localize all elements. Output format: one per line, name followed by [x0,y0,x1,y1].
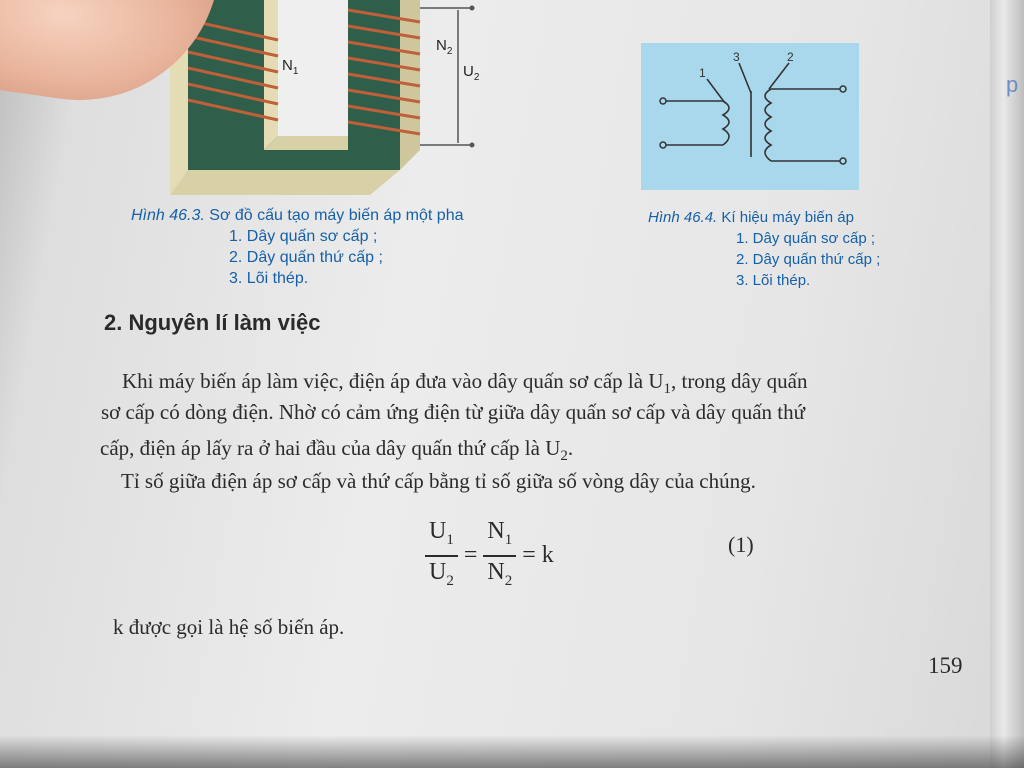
caption-title: Hình 46.4. [648,209,718,226]
paragraph-line: cấp, điện áp lấy ra ở hai đầu của dây quấn thứ cấp là $U_2$. [100,436,574,465]
caption-text: Kí hiệu máy biến áp [721,209,854,226]
caption-item: 3. Lõi thép. [229,270,309,287]
caption-text: Sơ đồ cấu tạo máy biến áp một pha [209,207,464,224]
caption-title: Hình 46.3. [131,207,205,224]
label-1: 1 [699,66,706,80]
u2-label: $U_2$ [463,63,480,83]
voltage-fraction: $\frac{U_1}{U_2}$ [425,516,458,596]
caption-item: 3. Lõi thép. [736,272,811,289]
transformer-illustration [170,0,490,200]
label-2: 2 [787,50,794,64]
page-number: 159 [928,653,963,678]
transformer-symbol-diagram [641,43,859,190]
label-3: 3 [733,50,740,64]
next-page-edge [990,0,1024,768]
paragraph-line: Tỉ số giữa điện áp sơ cấp và thứ cấp bằng tỉ số giữa số vòng dây của chúng. [121,469,756,493]
n2-label: $N_2$ [436,37,453,57]
caption-item: 2. Dây quấn thứ cấp ; [736,251,881,268]
figure-caption-46-3 [131,205,463,289]
figure-caption-46-4 [648,207,880,291]
n1-label: $N_1$ [282,57,299,77]
bottom-shadow [0,735,1024,768]
ratio-formula: $\frac{U_1}{U_2}$ = $\frac{N_1}{N_2}$ = k [425,516,560,596]
caption-item: 2. Dây quấn thứ cấp ; [229,249,383,266]
definition-text: k được gọi là hệ số biến áp. [113,615,345,639]
caption-item: 1. Dây quấn sơ cấp ; [229,228,378,245]
caption-item: 1. Dây quấn sơ cấp ; [736,230,876,247]
paragraph-line: Khi máy biến áp làm việc, điện áp đưa vào dây quấn sơ cấp là $U_1$, trong dây quấn [122,369,808,398]
equation-number: (1) [728,532,754,557]
turns-fraction: $\frac{N_1}{N_2}$ [483,516,516,596]
margin-mark: p [1006,72,1019,97]
section-heading: 2. Nguyên lí làm việc [104,310,321,335]
paragraph-line: sơ cấp có dòng điện. Nhờ có cảm ứng điện từ giữa dây quấn sơ cấp và dây quấn thứ [101,400,805,424]
